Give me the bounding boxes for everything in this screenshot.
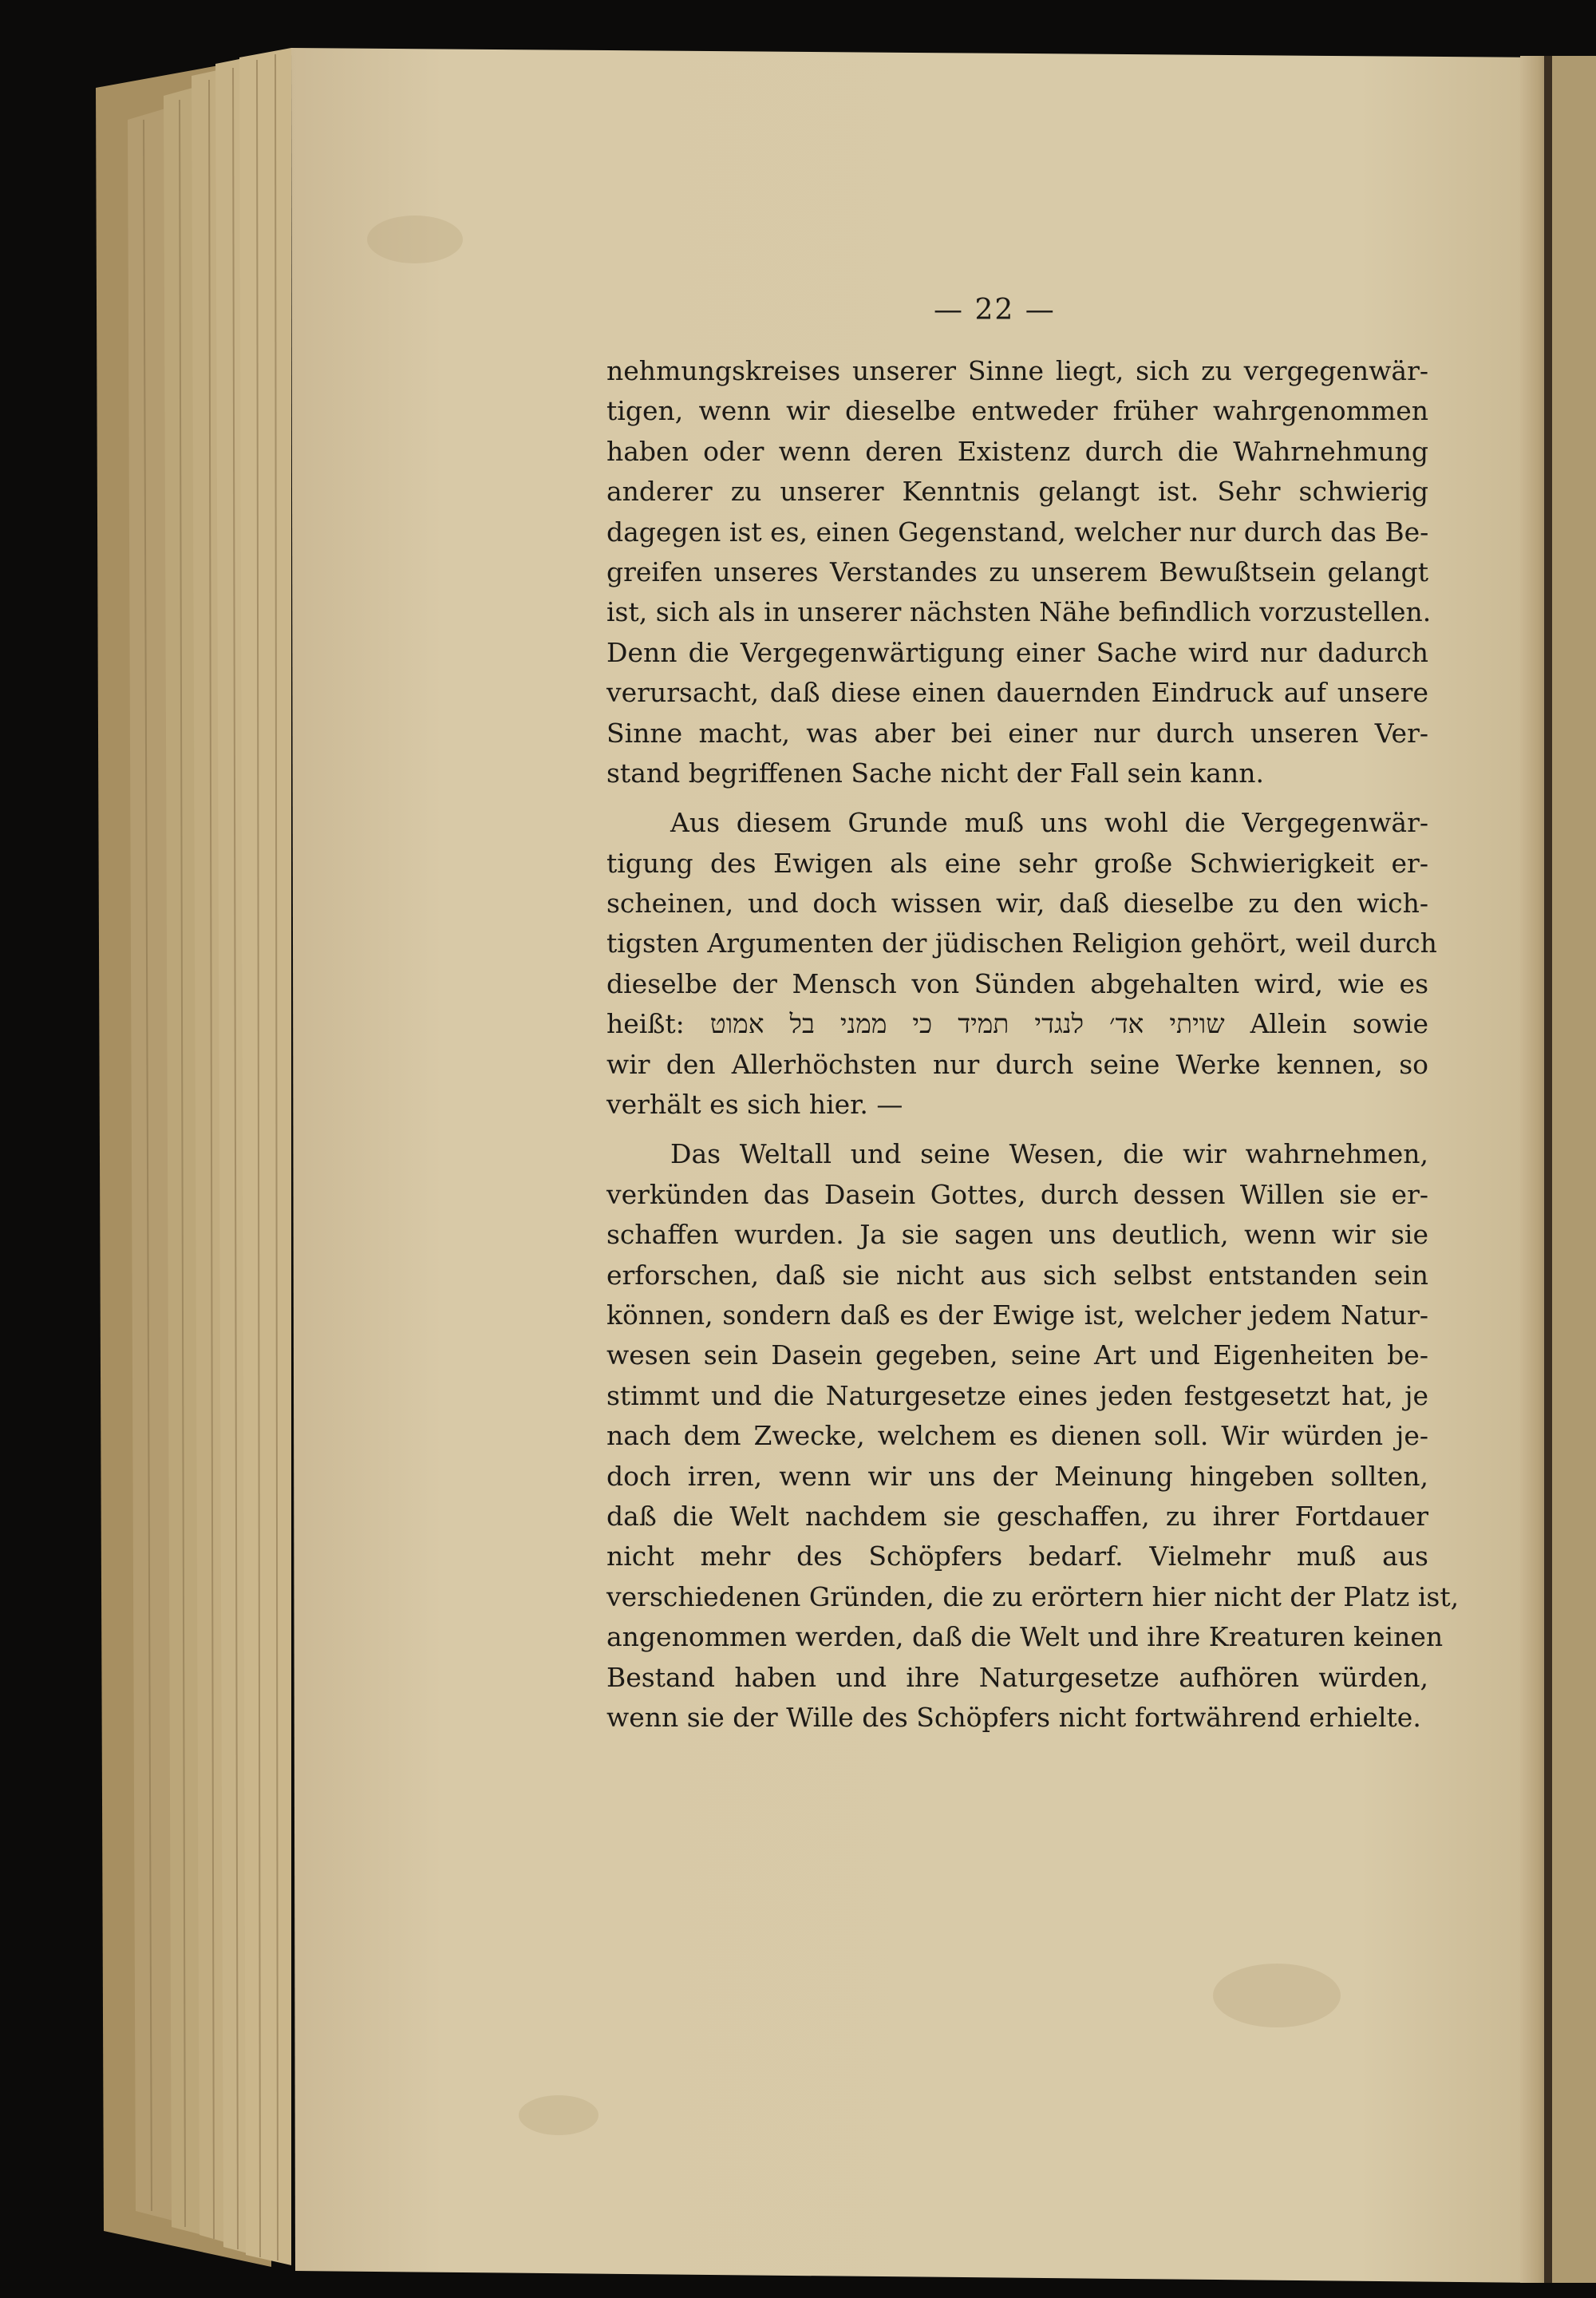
page-number: — 22 —	[934, 294, 1056, 326]
text-line: dagegen ist es, einen Gegenstand, welcher nur durch das Be-	[606, 516, 1429, 548]
text-line: wenn sie der Wille des Schöpfers nicht fortwährend erhielte.	[606, 1701, 1421, 1733]
text-line: verschiedenen Gründen, die zu erörtern hier nicht der Platz ist,	[606, 1580, 1460, 1612]
text-line: tigen, wenn wir dieselbe entweder früher wahrgenommen	[606, 395, 1428, 427]
text-line: Das Weltall und seine Wesen, die wir wahrnehmen,	[670, 1138, 1428, 1170]
text-line: nehmungskreises unserer Sinne liegt, sich zu vergegenwär-	[606, 355, 1428, 386]
text-line: tigsten Argumenten der jüdischen Religion gehört, weil durch	[606, 928, 1437, 959]
text-line: scheinen, und doch wissen wir, daß dieselbe zu den wich-	[606, 888, 1428, 920]
text-line: heißt: שויתי אד׳ לנגדי תמיד כי ממני בל אמוט Allein sowie	[606, 1008, 1429, 1040]
text-line: nicht mehr des Schöpfers bedarf. Vielmehr muß aus	[606, 1541, 1428, 1572]
text-line: Bestand haben und ihre Naturgesetze aufhören würden,	[606, 1661, 1428, 1693]
text-line: Denn die Vergegenwärtigung einer Sache wird nur dadurch	[606, 636, 1428, 668]
text-line: greifen unseres Verstandes zu unserem Bewußtsein gelangt	[606, 556, 1428, 587]
page-body-text	[606, 351, 1460, 1738]
text-line: schaffen wurden. Ja sie sagen uns deutlich, wenn wir sie	[606, 1219, 1428, 1251]
text-line: können, sondern daß es der Ewige ist, welcher jedem Natur-	[606, 1299, 1428, 1331]
paragraph-2	[606, 803, 1437, 1125]
text-line: dieselbe der Mensch von Sünden abgehalten wird, wie es	[606, 967, 1428, 999]
text-line: stand begriffenen Sache nicht der Fall sein kann.	[606, 757, 1264, 789]
text-line: anderer zu unserer Kenntnis gelangt ist. Sehr schwierig	[606, 476, 1428, 508]
text-line: verkünden das Dasein Gottes, durch dessen Willen sie er-	[606, 1178, 1428, 1210]
text-line: daß die Welt nachdem sie geschaffen, zu ihrer Fortdauer	[606, 1500, 1428, 1532]
text-line: ist, sich als in unserer nächsten Nähe befindlich vorzustellen.	[606, 596, 1432, 628]
text-line: Sinne macht, was aber bei einer nur durch unseren Ver-	[606, 717, 1428, 749]
text-line: haben oder wenn deren Existenz durch die Wahrnehmung	[606, 435, 1428, 467]
text-line: Aus diesem Grunde muß uns wohl die Vergegenwär-	[670, 807, 1428, 839]
paragraph-1	[606, 351, 1432, 793]
text-line: angenommen werden, daß die Welt und ihre Kreaturen keinen	[606, 1621, 1444, 1653]
text-line: stimmt und die Naturgesetze eines jeden festgesetzt hat, je	[606, 1379, 1428, 1411]
text-line: tigung des Ewigen als eine sehr große Schwierigkeit er-	[606, 847, 1428, 879]
text-line: erforschen, daß sie nicht aus sich selbst entstanden sein	[606, 1259, 1428, 1291]
text-line: wesen sein Dasein gegeben, seine Art und Eigenheiten be-	[606, 1339, 1428, 1371]
text-line: wir den Allerhöchsten nur durch seine Werke kennen, so	[606, 1048, 1428, 1080]
text-line: verhält es sich hier. —	[606, 1089, 903, 1121]
text-line: nach dem Zwecke, welchem es dienen soll. Wir würden je-	[606, 1420, 1428, 1452]
text-line: verursacht, daß diese einen dauernden Eindruck auf unsere	[606, 677, 1428, 709]
text-line: doch irren, wenn wir uns der Meinung hingeben sollten,	[606, 1460, 1428, 1492]
paragraph-3	[606, 1134, 1460, 1738]
